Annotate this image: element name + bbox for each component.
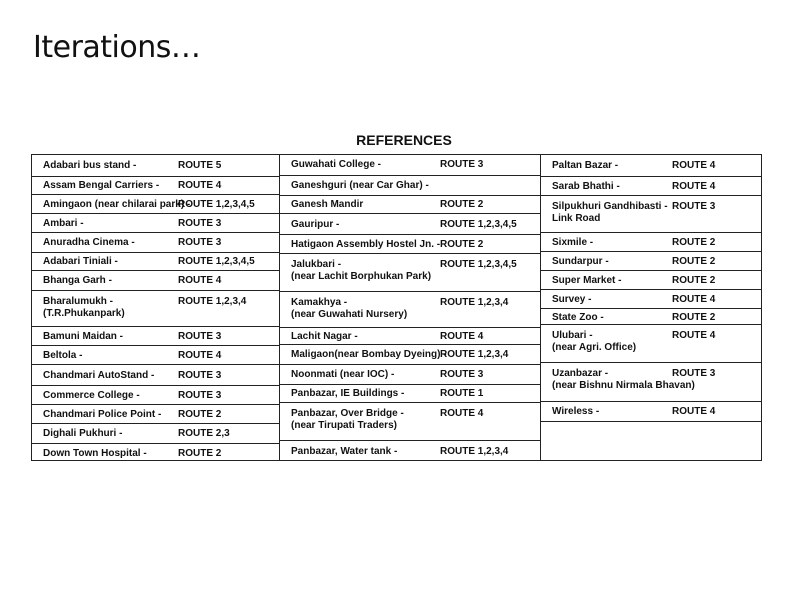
route-value: ROUTE 2: [178, 448, 222, 459]
table-row: [32, 290, 279, 327]
location-name: Ganesh Mandir: [291, 199, 364, 210]
location-name: Panbazar, Over Bridge -: [291, 408, 404, 419]
location-name: Chandmari Police Point -: [43, 409, 162, 420]
route-value: ROUTE 3: [672, 368, 716, 379]
table-row: [541, 251, 761, 271]
location-name: Guwahati College -: [291, 159, 382, 170]
location-name: Ambari -: [43, 218, 84, 229]
table-row: [280, 195, 540, 214]
table-row: [280, 364, 540, 385]
location-note: Link Road: [552, 213, 601, 224]
route-value: ROUTE 4: [672, 160, 716, 171]
table-row: [541, 195, 761, 233]
location-name: Adabari bus stand -: [43, 160, 137, 171]
table-row: [32, 252, 279, 271]
location-name: Wireless -: [552, 406, 600, 417]
route-value: ROUTE 3: [440, 159, 484, 170]
table-row: [280, 291, 540, 328]
route-value: ROUTE 5: [178, 160, 222, 171]
table-row: [280, 440, 540, 463]
location-name: Dighali Pukhuri -: [43, 428, 123, 439]
table-row: [32, 213, 279, 233]
table-row: [541, 362, 761, 402]
table-row: [32, 155, 279, 176]
location-name: Ulubari -: [552, 330, 593, 341]
route-value: ROUTE 2: [672, 256, 716, 267]
route-value: ROUTE 2: [178, 409, 222, 420]
location-name: Jalukbari -: [291, 259, 342, 270]
location-name: Chandmari AutoStand -: [43, 370, 155, 381]
table-row: [280, 234, 540, 254]
route-value: ROUTE 1,2,3,4,5: [440, 259, 517, 270]
references-column-1: [31, 154, 280, 461]
table-row: [32, 176, 279, 195]
table-row: [541, 401, 761, 422]
location-name: Commerce College -: [43, 390, 140, 401]
route-value: ROUTE 3: [178, 331, 222, 342]
location-name: Silpukhuri Gandhibasti -: [552, 201, 668, 212]
location-note: (near Tirupati Traders): [291, 420, 397, 431]
table-row: [541, 270, 761, 290]
route-value: ROUTE 4: [440, 408, 484, 419]
location-name: Anuradha Cinema -: [43, 237, 135, 248]
table-row: [280, 402, 540, 441]
table-row: [280, 344, 540, 365]
table-row: [280, 155, 540, 175]
location-name: Super Market -: [552, 275, 622, 286]
route-value: ROUTE 2: [440, 199, 484, 210]
references-heading: REFERENCES: [356, 132, 452, 148]
location-name: State Zoo -: [552, 312, 604, 323]
table-row: [280, 213, 540, 235]
location-name: Maligaon(near Bombay Dyeing) -: [291, 349, 447, 360]
location-name: Panbazar, Water tank -: [291, 446, 398, 457]
table-row: [32, 326, 279, 346]
location-name: Gauripur -: [291, 219, 340, 230]
location-note: (near Lachit Borphukan Park): [291, 271, 432, 282]
table-row: [280, 327, 540, 345]
location-note: (near Guwahati Nursery): [291, 309, 408, 320]
location-name: Uzanbazar -: [552, 368, 609, 379]
location-name: Beltola -: [43, 350, 83, 361]
route-value: ROUTE 3: [440, 369, 484, 380]
table-row: [32, 404, 279, 424]
location-note: (near Agri. Office): [552, 342, 637, 353]
location-name: Bhanga Garh -: [43, 275, 112, 286]
location-note: (near Bishnu Nirmala Bhavan): [552, 380, 695, 391]
location-name: Bamuni Maidan -: [43, 331, 124, 342]
table-row: [32, 423, 279, 444]
location-name: Paltan Bazar -: [552, 160, 619, 171]
table-row: [541, 289, 761, 309]
table-row: [280, 253, 540, 292]
table-row: [541, 176, 761, 196]
table-row: [32, 345, 279, 365]
route-value: ROUTE 4: [672, 294, 716, 305]
route-value: ROUTE 3: [178, 390, 222, 401]
references-column-3: [540, 154, 762, 461]
route-value: ROUTE 2: [672, 275, 716, 286]
location-name: Down Town Hospital -: [43, 448, 147, 459]
route-value: ROUTE 1,2,3,4,5: [440, 219, 517, 230]
route-value: ROUTE 3: [178, 218, 222, 229]
references-column-2: [279, 154, 541, 461]
route-value: ROUTE 3: [178, 370, 222, 381]
route-value: ROUTE 2,3: [178, 428, 230, 439]
location-name: Hatigaon Assembly Hostel Jn. -: [291, 239, 441, 250]
location-note: (T.R.Phukanpark): [43, 308, 125, 319]
route-value: ROUTE 4: [672, 406, 716, 417]
route-value: ROUTE 4: [178, 275, 222, 286]
route-value: ROUTE 2: [440, 239, 484, 250]
route-value: ROUTE 1,2,3,4,5: [178, 256, 255, 267]
location-name: Sarab Bhathi -: [552, 181, 620, 192]
table-row: [32, 270, 279, 291]
route-value: ROUTE 1,2,3,4: [440, 349, 509, 360]
table-row: [541, 308, 761, 325]
route-value: ROUTE 4: [672, 181, 716, 192]
location-name: Bharalumukh -: [43, 296, 114, 307]
route-value: ROUTE 1,2,3,4: [440, 446, 509, 457]
location-name: Sixmile -: [552, 237, 594, 248]
location-name: Adabari Tiniali -: [43, 256, 118, 267]
table-row: [280, 384, 540, 403]
location-name: Panbazar, IE Buildings -: [291, 388, 405, 399]
location-name: Noonmati (near IOC) -: [291, 369, 395, 380]
route-value: ROUTE 4: [178, 180, 222, 191]
table-row: [32, 194, 279, 214]
route-value: ROUTE 1,2,3,4,5: [178, 199, 255, 210]
route-value: ROUTE 1: [440, 388, 484, 399]
route-value: ROUTE 4: [672, 330, 716, 341]
route-value: ROUTE 4: [178, 350, 222, 361]
table-row: [541, 155, 761, 176]
location-name: Ganeshguri (near Car Ghar) -: [291, 180, 429, 191]
table-row: [32, 443, 279, 463]
route-value: ROUTE 2: [672, 237, 716, 248]
route-value: ROUTE 3: [178, 237, 222, 248]
route-value: ROUTE 2: [672, 312, 716, 323]
table-row: [541, 324, 761, 363]
location-name: Sundarpur -: [552, 256, 609, 267]
route-value: ROUTE 4: [440, 331, 484, 342]
table-row: [541, 232, 761, 252]
table-row: [32, 364, 279, 386]
table-row: [280, 175, 540, 196]
table-row: [32, 232, 279, 253]
slide-title: Iterations…: [33, 30, 201, 65]
table-row: [32, 385, 279, 405]
location-name: Survey -: [552, 294, 592, 305]
route-value: ROUTE 3: [672, 201, 716, 212]
location-name: Assam Bengal Carriers -: [43, 180, 160, 191]
route-value: ROUTE 1,2,3,4: [178, 296, 247, 307]
route-value: ROUTE 1,2,3,4: [440, 297, 509, 308]
location-name: Kamakhya -: [291, 297, 348, 308]
location-name: Lachit Nagar -: [291, 331, 358, 342]
location-name: Amingaon (near chilarai park) -: [43, 199, 191, 210]
empty-row-divider: [541, 421, 761, 422]
